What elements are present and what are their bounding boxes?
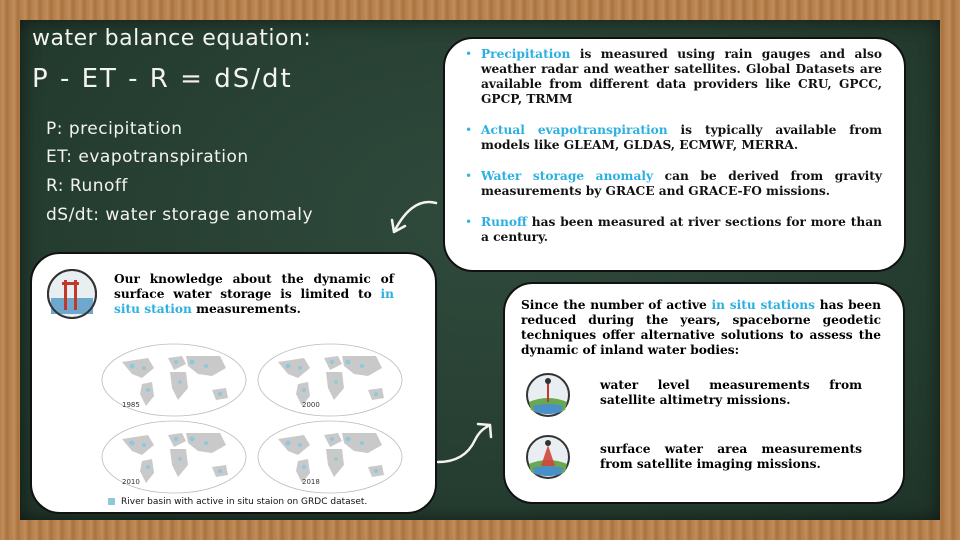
data-sources-list — [461, 47, 882, 245]
map-year-2000: 2000 — [302, 401, 320, 409]
definition-et: ET: evapotranspiration — [46, 147, 249, 167]
list-item: • Precipitation is measured using rain gauges and also weather radar and weather satellites. Global Datasets are available from different data providers like CRU, GPCC, GPCP, TRMM — [461, 47, 882, 107]
insitu-card — [30, 252, 437, 514]
altimetry-item: water level measurements from satellite altimetry missions. — [600, 378, 862, 407]
map-legend: River basin with active in situ staion on GRDC dataset. — [108, 497, 367, 507]
spaceborne-intro: Since the number of active in situ stations has been reduced during the years, spaceborne geodetic techniques offer alternative solutions to assess the dynamic of inland water bodies: — [521, 298, 881, 357]
imaging-item: surface water area measurements from satellite imaging missions. — [600, 442, 862, 471]
list-item: • Runoff has been measured at river sections for more than a century. — [461, 215, 882, 245]
grdc-station-maps — [98, 342, 408, 496]
equation-title: water balance equation: — [32, 26, 312, 51]
list-item: • Actual evapotranspiration is typically available from models like GLEAM, GLDAS, ECMWF, MERRA. — [461, 123, 882, 153]
map-year-1985: 1985 — [122, 401, 140, 409]
list-item: • Water storage anomaly can be derived from gravity measurements by GRACE and GRACE-FO missions. — [461, 169, 882, 199]
legend-swatch — [108, 498, 115, 505]
satellite-imaging-icon — [525, 434, 571, 480]
definition-r: R: Runoff — [46, 176, 128, 196]
arrow-to-space-card — [438, 424, 491, 462]
map-year-2018: 2018 — [302, 478, 320, 486]
gauge-station-icon — [46, 268, 98, 320]
satellite-altimetry-icon — [525, 372, 571, 418]
spaceborne-card — [503, 282, 905, 504]
insitu-text: Our knowledge about the dynamic of surface water storage is limited to in situ station measurements. — [114, 272, 394, 316]
definition-ds-dt: dS/dt: water storage anomaly — [46, 205, 314, 225]
arrow-to-insitu-card — [392, 202, 436, 232]
map-year-2010: 2010 — [122, 478, 140, 486]
definition-p: P: precipitation — [46, 119, 183, 139]
water-balance-equation: P - ET - R = dS/dt — [32, 64, 293, 94]
data-sources-card — [443, 37, 906, 272]
